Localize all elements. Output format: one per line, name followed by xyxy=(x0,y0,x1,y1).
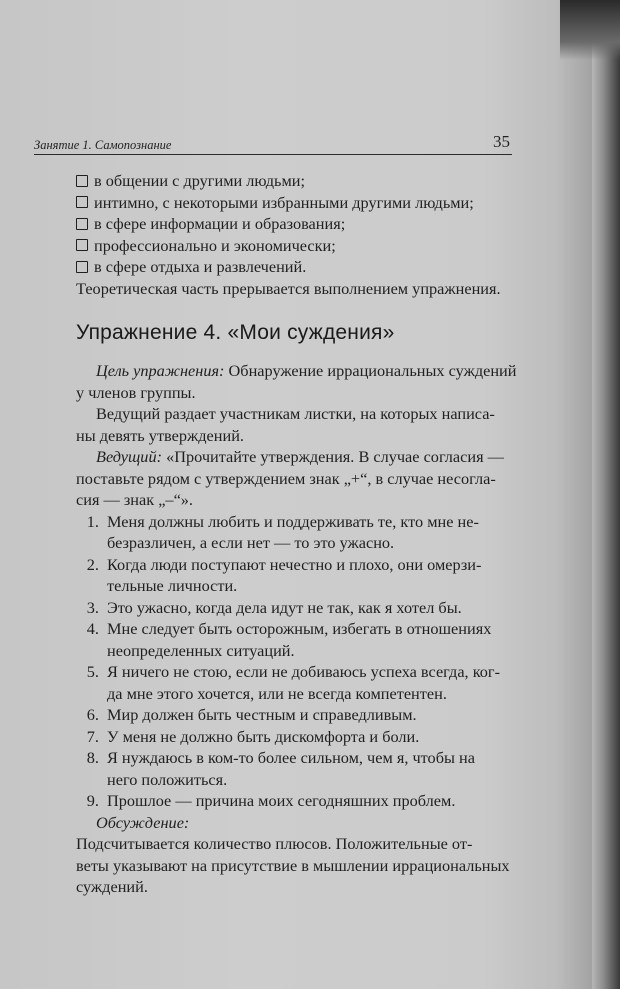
page-content xyxy=(56,170,517,898)
leader-label: Ведущий: xyxy=(96,447,163,466)
statement-line xyxy=(56,532,512,554)
statement-number: 2. xyxy=(86,554,99,574)
statement-text: Я ничего не стою, если не добиваюсь успеха всегда, ког- xyxy=(107,662,501,681)
discussion-text: суждений. xyxy=(76,877,148,896)
page-edge-shadow xyxy=(592,0,620,989)
checkbox-bullet-icon xyxy=(76,261,88,273)
statement-number: 5. xyxy=(86,662,99,681)
statement-line xyxy=(56,597,512,619)
statement-text: Это ужасно, когда дела идут не так, как я хотел бы. xyxy=(107,597,462,617)
leader-paragraph xyxy=(96,446,512,468)
statement-number xyxy=(56,575,107,597)
discussion-text: веты указывают на присутствие в мышлении иррациональных xyxy=(76,855,510,875)
statement-text: У меня не должно быть дискомфорта и боли. xyxy=(107,726,420,746)
statement-text: тельные личности. xyxy=(107,576,238,595)
checkbox-bullet-icon xyxy=(76,239,88,251)
intro-line: Ведущий раздает участникам листки, на которых написа- xyxy=(96,404,495,423)
statement-number: 3. xyxy=(86,597,99,617)
statement-text: Когда люди поступают нечестно и плохо, они омерзи- xyxy=(107,554,482,574)
statement-text: Прошлое — причина моих сегодняшних проблем. xyxy=(107,791,456,810)
statement-number: 6. xyxy=(86,705,99,724)
statement-line xyxy=(56,683,512,705)
statement-line xyxy=(56,511,512,533)
goal-label: Цель упражнения: xyxy=(96,361,225,380)
intro-line: ны девять утверждений. xyxy=(76,425,244,445)
checkbox-bullet-icon xyxy=(76,218,88,230)
goal-text: Обнаружение иррациональных суждений xyxy=(224,361,517,380)
statement-line xyxy=(56,575,512,597)
page-number: 35 xyxy=(493,132,510,151)
statement-text: неопределенных ситуаций. xyxy=(107,640,295,660)
list-item: интимно, с некоторыми избранными другими людьми; xyxy=(76,192,512,214)
statement-line xyxy=(56,704,512,726)
statement-line xyxy=(56,769,512,791)
goal-text-cont: у членов группы. xyxy=(76,382,196,402)
list-item: профессионально и экономически; xyxy=(76,235,512,257)
goal-paragraph xyxy=(96,360,517,382)
scan-corner-shadow xyxy=(560,0,620,60)
statement-line xyxy=(56,618,512,640)
statement-line xyxy=(56,726,512,748)
leader-text: «Прочитайте утверждения. В случае согласия — xyxy=(162,447,504,466)
theory-note: Теоретическая часть прерывается выполнением упражнения. xyxy=(76,278,501,298)
statement-number xyxy=(56,640,107,662)
running-title: Занятие 1. Самопознание xyxy=(34,138,172,152)
statement-number: 1. xyxy=(86,511,99,531)
statement-line xyxy=(56,747,512,769)
statement-text: Мир должен быть честным и справедливым. xyxy=(107,705,417,724)
discussion-label: Обсуждение: xyxy=(96,812,190,832)
statement-line xyxy=(56,790,512,812)
statement-number xyxy=(56,532,107,554)
leader-text-cont: поставьте рядом с утверждением знак „+“, в случае несогла- xyxy=(76,468,496,488)
statement-line xyxy=(56,661,512,683)
statement-number xyxy=(56,683,107,705)
statement-line xyxy=(56,640,512,662)
statement-number: 7. xyxy=(86,726,99,746)
checkbox-bullet-icon xyxy=(76,196,88,208)
statement-line xyxy=(56,554,512,576)
checkbox-bullet-icon xyxy=(76,175,88,187)
statement-number xyxy=(56,769,107,791)
statement-text: безразличен, а если нет — то это ужасно. xyxy=(107,533,395,552)
statement-text: него положиться. xyxy=(107,769,228,789)
statement-number: 8. xyxy=(86,748,99,767)
list-item: в сфере информации и образования; xyxy=(76,213,512,235)
statement-number: 9. xyxy=(86,791,99,810)
statement-number: 4. xyxy=(86,619,99,638)
statement-text: Я нуждаюсь в ком-то более сильном, чем я, чтобы на xyxy=(107,748,475,767)
leader-text-cont: сия — знак „–“». xyxy=(76,490,194,509)
statements-list xyxy=(56,511,512,812)
discussion-text: Подсчитывается количество плюсов. Положительные от- xyxy=(76,834,473,853)
list-item: в общении с другими людьми; xyxy=(76,170,512,192)
statement-text: Меня должны любить и поддерживать те, кто мне не- xyxy=(107,511,479,531)
statement-text: Мне следует быть осторожным, избегать в отношениях xyxy=(107,619,492,638)
statement-text: да мне этого хочется, или не всегда компетентен. xyxy=(107,683,447,703)
list-item: в сфере отдыха и развлечений. xyxy=(76,256,512,278)
page-header xyxy=(34,132,512,155)
exercise-title: Упражнение 4. «Мои суждения» xyxy=(76,321,395,344)
